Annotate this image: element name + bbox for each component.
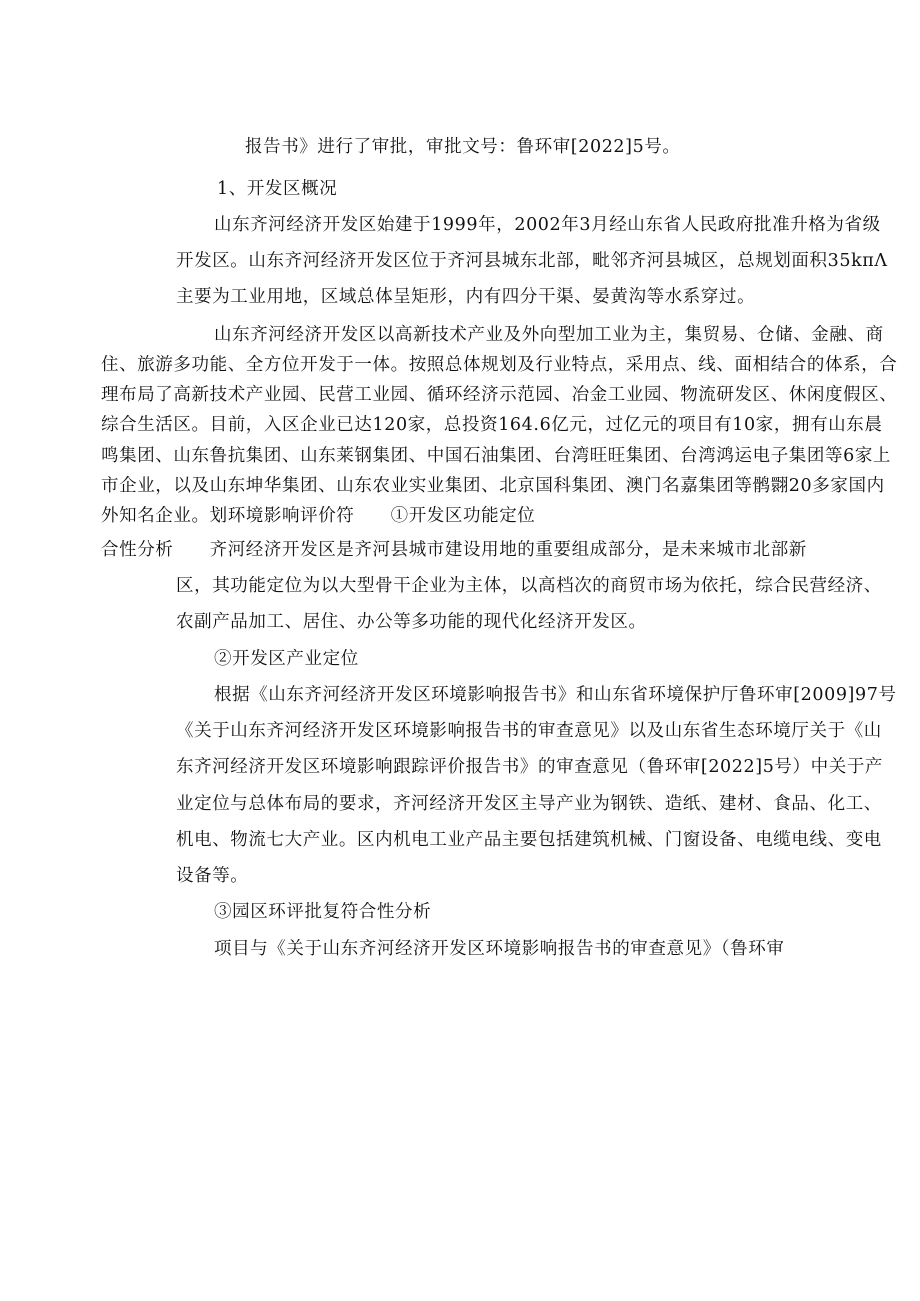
text-line: 东齐河经济开发区环境影响跟踪评价报告书》的审查意见（鲁环审[2022]5号）中关于产 bbox=[176, 757, 884, 777]
text-line: 主要为工业用地，区域总体呈矩形，内有四分干渠、晏黄沟等水系穿过。 bbox=[176, 287, 756, 307]
text-line: 机电、物流七大产业。区内机电工业产品主要包括建筑机械、门窗设备、电缆电线、变电 bbox=[176, 830, 882, 850]
section-heading: ②开发区产业定位 bbox=[214, 649, 359, 669]
text-line: 根据《山东齐河经济开发区环境影响报告书》和山东省环境保护厅鲁环审[2009]97号 bbox=[214, 685, 897, 705]
text-line: 理布局了高新技术产业园、民营工业园、循环经济示范园、冶金工业园、物流研发区、休闲度假区、 bbox=[101, 385, 898, 405]
text-line: 农副产品加工、居住、办公等多功能的现代化经济开发区。 bbox=[176, 612, 647, 632]
text-line: 鸣集团、山东鲁抗集团、山东莱钢集团、中国石油集团、台湾旺旺集团、台湾鸿运电子集团等6家上 bbox=[101, 446, 892, 466]
section-heading: 1、开发区概况 bbox=[217, 179, 338, 199]
text-line: 项目与《关于山东齐河经济开发区环境影响报告书的审查意见》（鲁环审 bbox=[214, 939, 785, 959]
text-line: 设备等。 bbox=[176, 866, 249, 886]
text-line: 外知名企业。划环境影响评价符 ①开发区功能定位 bbox=[101, 506, 536, 526]
text-line: 山东齐河经济开发区始建于1999年，2002年3月经山东省人民政府批准升格为省级 bbox=[214, 215, 881, 235]
text-line: 综合生活区。目前，入区企业已达120家，总投资164.6亿元，过亿元的项目有10家，拥有山东晨 bbox=[101, 415, 883, 435]
text-line: 开发区。山东齐河经济开发区位于齐河县城东北部，毗邻齐河县城区，总规划面积35kπΛ bbox=[176, 251, 888, 271]
text-line: 市企业，以及山东坤华集团、山东农业实业集团、北京国科集团、澳门名嘉集团等鹘翾20多家国内 bbox=[101, 476, 885, 496]
section-heading: ③园区环评批复符合性分析 bbox=[214, 902, 432, 922]
text-line: 业定位与总体布局的要求，齐河经济开发区主导产业为钢铁、造纸、建材、食品、化工、 bbox=[176, 794, 882, 814]
text-line: 《关于山东齐河经济开发区环境影响报告书的审查意见》以及山东省生态环境厅关于《山 bbox=[176, 721, 882, 741]
text-line: 山东齐河经济开发区以高新技术产业及外向型加工业为主，集贸易、仓储、金融、商 bbox=[214, 325, 884, 345]
text-line: 报告书》进行了审批，审批文号：鲁环审[2022]5号。 bbox=[245, 137, 681, 157]
text-line: 合性分析 齐河经济开发区是齐河县城市建设用地的重要组成部分，是未来城市北部新 bbox=[101, 540, 807, 560]
text-line: 区，其功能定位为以大型骨干企业为主体，以高档次的商贸市场为依托，综合民营经济、 bbox=[176, 576, 882, 596]
text-line: 住、旅游多功能、全方位开发于一体。按照总体规划及行业特点，采用点、线、面相结合的体系，合 bbox=[101, 355, 898, 375]
